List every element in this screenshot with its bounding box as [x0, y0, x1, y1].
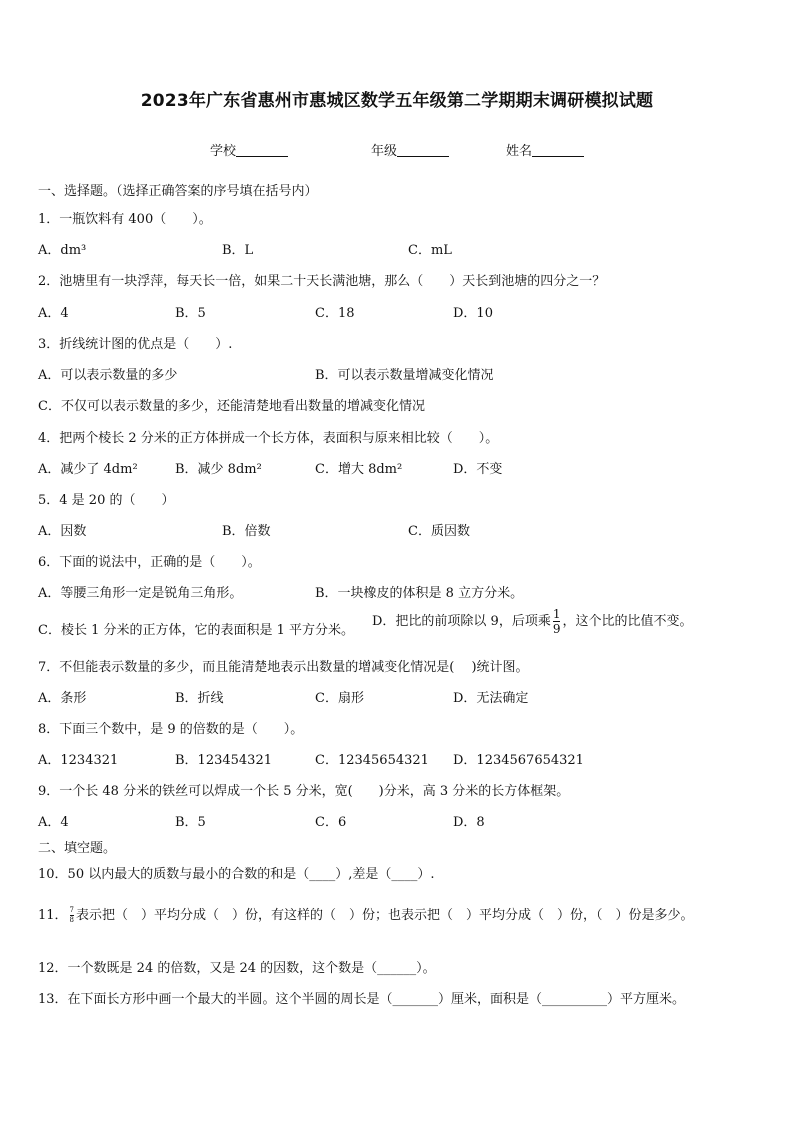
- q8-option-a: A．1234321: [38, 753, 119, 768]
- q4-option-d: D．不变: [453, 462, 503, 477]
- q1-option-c: C．mL: [408, 243, 452, 258]
- question-12: 12．一个数既是 24 的倍数，又是 24 的因数，这个数是（______）。: [38, 961, 436, 976]
- school-blank[interactable]: [236, 144, 288, 157]
- fraction-denominator: 8: [69, 916, 75, 924]
- question-5: 5．4 是 20 的（ ）: [38, 493, 175, 508]
- q2-option-b: B．5: [175, 306, 206, 321]
- q7-option-c: C．扇形: [315, 691, 364, 706]
- q1-option-b: B．L: [222, 243, 254, 258]
- question-11: [38, 904, 694, 924]
- question-6: 6．下面的说法中，正确的是（ ）。: [38, 555, 261, 570]
- q6-option-d-tail: ，这个比的比值不变。: [562, 614, 693, 629]
- q8-option-d: D．1234567654321: [453, 753, 584, 768]
- q7-option-a: A．条形: [38, 691, 87, 706]
- name-label: 姓名: [506, 144, 533, 159]
- question-10: 10．50 以内最大的质数与最小的合数的和是（____）,差是（____）.: [38, 867, 435, 882]
- name-field: [506, 140, 584, 159]
- q2-option-a: A．4: [38, 306, 69, 321]
- q1-option-a: A．dm³: [38, 243, 87, 258]
- q8-option-c: C．12345654321: [315, 753, 429, 768]
- question-1: 1．一瓶饮料有 400（ ）。: [38, 212, 212, 227]
- q7-option-b: B．折线: [175, 691, 224, 706]
- q6-option-b: B．一块橡皮的体积是 8 立方分米。: [315, 586, 524, 601]
- grade-blank[interactable]: [397, 144, 449, 157]
- question-9: 9．一个长 48 分米的铁丝可以焊成一个长 5 分米，宽( )分米，高 3 分米的长方体框架。: [38, 784, 570, 799]
- question-2: 2．池塘里有一块浮萍，每天长一倍，如果二十天长满池塘，那么（ ）天长到池塘的四分之一？: [38, 274, 606, 289]
- q6-option-a: A．等腰三角形一定是锐角三角形。: [38, 586, 243, 601]
- school-label: 学校: [210, 144, 237, 159]
- section-choice-heading: 一、选择题。（选择正确答案的序号填在括号内）: [38, 184, 318, 199]
- question-13: 13．在下面长方形中画一个最大的半圆。这个半圆的周长是（_______）厘米，面积是（__________）平方厘米。: [38, 992, 686, 1007]
- question-8: 8．下面三个数中，是 9 的倍数的是（ ）。: [38, 722, 304, 737]
- grade-label: 年级: [371, 144, 398, 159]
- q3-option-c: C．不仅可以表示数量的多少，还能清楚地看出数量的增减变化情况: [38, 399, 425, 414]
- q6-option-d-text: D．把比的前项除以 9，后项乘: [372, 614, 551, 629]
- q9-option-d: D．8: [453, 815, 485, 830]
- q3-option-b: B．可以表示数量增减变化情况: [315, 368, 494, 383]
- fraction-one-ninth: [553, 608, 561, 635]
- fraction-numerator: 7: [69, 906, 75, 914]
- question-3: 3．折线统计图的优点是（ ）.: [38, 337, 233, 352]
- q7-option-d: D．无法确定: [453, 691, 529, 706]
- fraction-seven-eighths: [70, 907, 74, 924]
- question-4: 4．把两个棱长 2 分米的正方体拼成一个长方体，表面积与原来相比较（ ）。: [38, 431, 499, 446]
- question-7: 7．不但能表示数量的多少，而且能清楚地表示出数量的增减变化情况是( )统计图。: [38, 660, 529, 675]
- section-fill-heading: 二、填空题。: [38, 841, 117, 856]
- q9-option-a: A．4: [38, 815, 69, 830]
- q6-option-d: [372, 608, 692, 635]
- q8-option-b: B．123454321: [175, 753, 272, 768]
- q5-option-b: B．倍数: [222, 524, 271, 539]
- q6-option-c: C．棱长 1 分米的正方体，它的表面积是 1 平方分米。: [38, 623, 355, 638]
- q9-option-c: C．6: [315, 815, 347, 830]
- fraction-denominator: 9: [552, 622, 561, 636]
- q5-option-a: A．因数: [38, 524, 87, 539]
- name-blank[interactable]: [532, 144, 584, 157]
- q4-option-b: B．减少 8dm²: [175, 462, 262, 477]
- q4-option-c: C．增大 8dm²: [315, 462, 403, 477]
- page-title: 2023年广东省惠州市惠城区数学五年级第二学期期末调研模拟试题: [140, 91, 654, 111]
- q2-option-c: C．18: [315, 306, 355, 321]
- q3-option-a: A．可以表示数量的多少: [38, 368, 178, 383]
- question-11-number: 11．: [38, 908, 68, 923]
- q9-option-b: B．5: [175, 815, 206, 830]
- question-11-text: 表示把（ ）平均分成（ ）份，有这样的（ ）份；也表示把（ ）平均分成（ ）份，（ ）份是多少。: [76, 908, 694, 923]
- grade-field: [371, 140, 449, 159]
- q5-option-c: C．质因数: [408, 524, 470, 539]
- q4-option-a: A．减少了 4dm²: [38, 462, 138, 477]
- fraction-numerator: 1: [552, 607, 561, 621]
- school-field: [210, 140, 288, 159]
- q2-option-d: D．10: [453, 306, 493, 321]
